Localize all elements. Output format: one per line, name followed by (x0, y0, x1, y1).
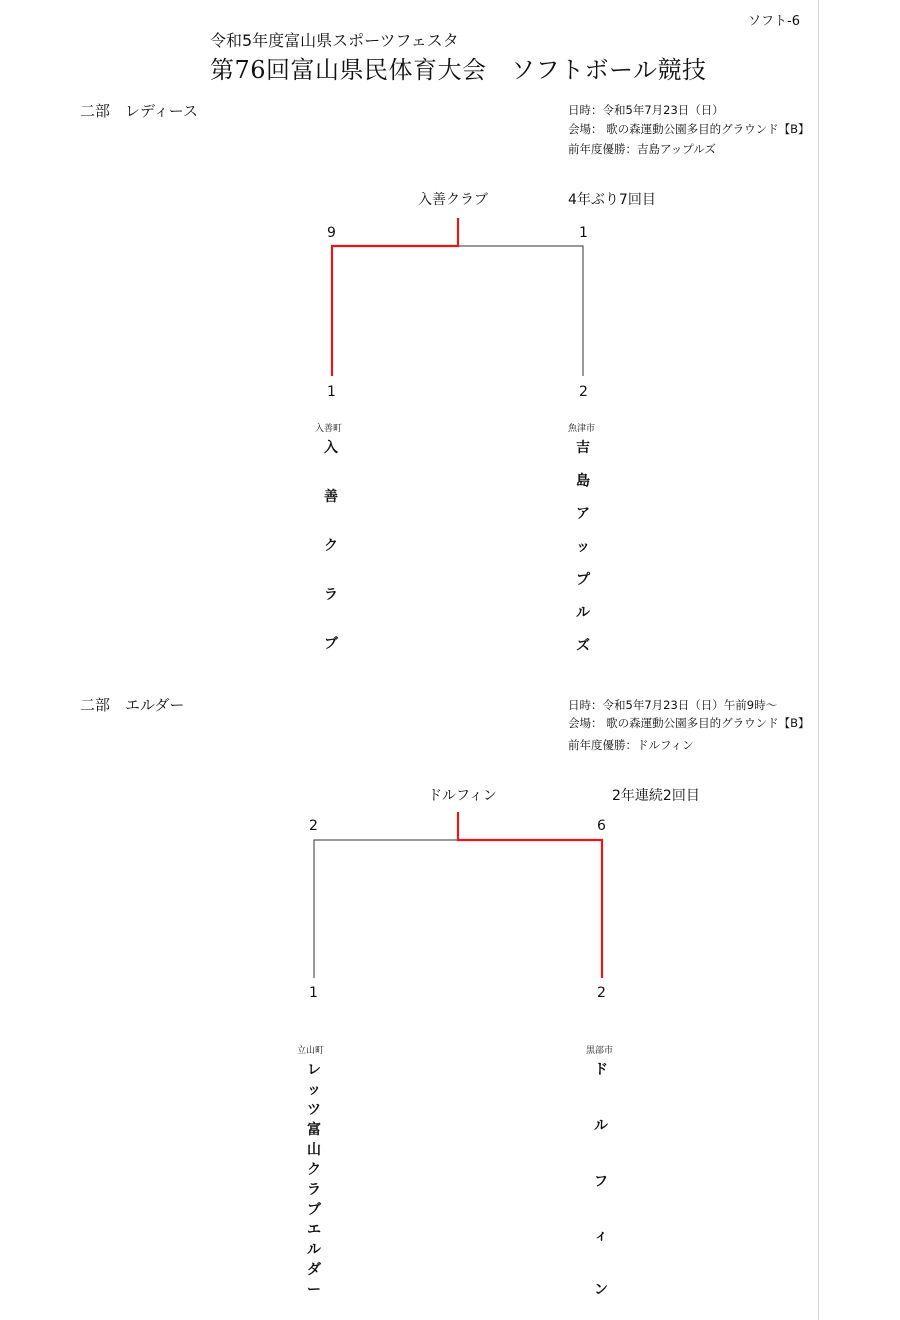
team-name-char: ル (307, 1242, 321, 1258)
team-town-right-ladies: 魚津市 (568, 424, 596, 434)
page-code: ソフト-6 (748, 14, 800, 29)
seed-left-ladies: 1 (327, 384, 336, 400)
division-title-ladies: 二部 レディース (80, 102, 199, 120)
team-name-char: ズ (576, 638, 590, 654)
team-name-char: エ (307, 1222, 321, 1238)
score-left-elder: 2 (309, 818, 318, 834)
team-name-char: レ (307, 1062, 321, 1078)
info-date-elder: 日時：令和5年7月23日（日）午前9時～ (568, 698, 778, 712)
bracket-ladies (332, 218, 583, 376)
winner-streak-ladies: 4年ぶり7回目 (568, 192, 656, 208)
info-venue-elder: 会場： 歌の森運動公園多目的グラウンド【B】 (568, 716, 810, 730)
score-left-ladies: 9 (327, 225, 336, 241)
info-prev-champion-elder: 前年度優勝：ドルフィン (568, 738, 694, 752)
score-right-elder: 6 (597, 818, 606, 834)
team-name-char: 山 (307, 1142, 321, 1158)
info-prev-champion-ladies: 前年度優勝：吉島アップルズ (568, 142, 716, 156)
team-name-char: ツ (307, 1102, 321, 1118)
page-title: 第76回富山県民体育大会 ソフトボール競技 (210, 56, 707, 84)
score-right-ladies: 1 (579, 225, 588, 241)
team-name-char: 善 (324, 489, 338, 505)
team-name-char: プ (576, 572, 590, 588)
team-name-char: フ (594, 1174, 608, 1190)
bracket-line-winner-elder (458, 812, 602, 978)
team-name-char: ィ (594, 1228, 608, 1244)
bracket-line-loser-elder (314, 840, 458, 978)
team-name-char: ブ (307, 1202, 321, 1218)
team-name-char: 富 (307, 1122, 321, 1138)
team-name-char: ラ (324, 587, 338, 603)
team-name-char: ル (594, 1118, 608, 1134)
team-name-char: 吉 (576, 440, 590, 456)
team-name-char: 島 (576, 473, 590, 489)
team-name-char: ク (324, 538, 338, 554)
bracket-line-loser-ladies (458, 246, 583, 376)
team-town-left-ladies: 入善町 (315, 424, 343, 434)
team-name-char: ー (307, 1282, 321, 1298)
team-town-right-elder: 黒部市 (586, 1046, 614, 1056)
team-name-char: ッ (307, 1082, 321, 1098)
team-name-char: ア (576, 506, 590, 522)
team-name-char: ク (307, 1162, 321, 1178)
seed-right-elder: 2 (597, 985, 606, 1001)
team-name-char: ッ (576, 539, 590, 555)
team-name-char: ダ (307, 1262, 321, 1278)
event-subtitle: 令和5年度富山県スポーツフェスタ (210, 31, 459, 50)
winner-streak-elder: 2年連続2回目 (612, 788, 700, 804)
info-date-ladies: 日時：令和5年7月23日（日） (568, 103, 724, 117)
winner-name-elder: ドルフィン (428, 788, 497, 804)
division-title-elder: 二部 エルダー (80, 696, 185, 714)
team-town-left-elder: 立山町 (297, 1046, 325, 1056)
bracket-elder (314, 812, 602, 978)
winner-name-ladies: 入善クラブ (418, 192, 488, 208)
team-name-char: ル (576, 605, 590, 621)
team-name-char: ラ (307, 1182, 321, 1198)
team-name-char: 入 (324, 440, 338, 456)
team-name-char: ド (594, 1062, 608, 1078)
seed-right-ladies: 2 (579, 384, 588, 400)
seed-left-elder: 1 (309, 985, 318, 1001)
info-venue-ladies: 会場： 歌の森運動公園多目的グラウンド【B】 (568, 122, 810, 136)
team-name-char: ン (594, 1282, 608, 1298)
bracket-line-winner-ladies (332, 218, 458, 376)
team-name-char: ブ (324, 636, 338, 652)
